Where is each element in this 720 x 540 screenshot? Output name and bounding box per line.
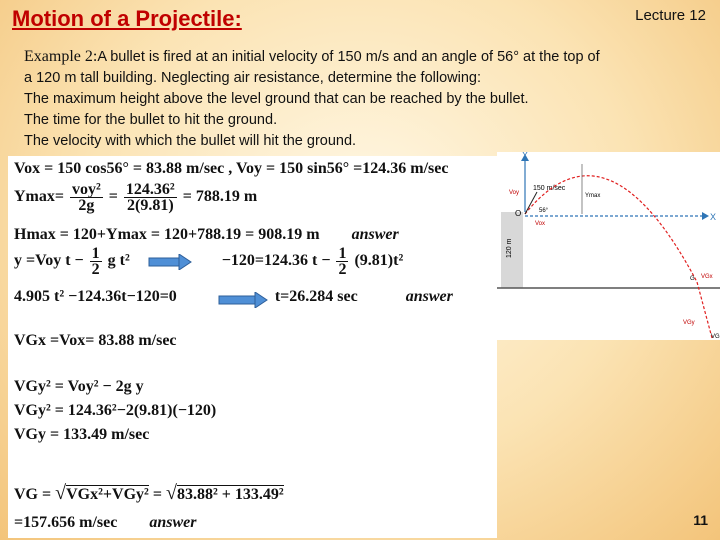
- solution-panel: [8, 156, 497, 538]
- eq-quadratic: 4.905 t² −124.36t−120=0 t=26.284 sec answer: [14, 288, 453, 305]
- eq-ymax-rhs: = 788.19 m: [182, 188, 258, 206]
- problem-statement: [24, 46, 704, 152]
- example-label: Example 2:: [24, 48, 98, 65]
- angle-label: 56°: [539, 208, 549, 214]
- eq-displacement: y =Voy t − $\frac{1}{2}$ g t² −120=124.36 t − $\frac{1}{2}$ (9.81)t²: [14, 245, 404, 278]
- problem-line-5: The velocity with which the bullet will hit the ground.: [24, 133, 357, 149]
- initial-velocity-vector: [525, 192, 537, 214]
- ymax-label: Ymax: [585, 193, 601, 199]
- problem-line-1: A bullet is fired at an initial velocity of 150 m/s and an angle of 56° at the top of: [97, 49, 600, 65]
- eq-vgy-result: VGy = 133.49 m/sec: [14, 426, 150, 443]
- voy-label: Voy: [509, 190, 520, 196]
- problem-line-3: The maximum height above the level ground that can be reached by the bullet.: [24, 91, 529, 107]
- eq-vgy-substitution: VGy² = 124.36²−2(9.81)(−120): [14, 402, 217, 419]
- eq-ymax-lhs: Ymax=: [14, 188, 64, 206]
- eq-vgy-formula: VGy² = Voy² − 2g y: [14, 378, 144, 395]
- speed-label: 150 m/sec: [533, 185, 566, 192]
- axis-y-label: Y: [522, 152, 529, 160]
- problem-line-2: a 120 m tall building. Neglecting air resistance, determine the following:: [24, 70, 481, 86]
- eq-vg-result: =157.656 m/sec answer: [14, 514, 197, 531]
- answer-label-2: answer: [405, 288, 453, 305]
- g-point-label: G: [690, 276, 695, 282]
- vgx-label: VGx: [701, 274, 713, 280]
- vox-label: Vox: [535, 221, 546, 227]
- height-label: 120 m: [506, 238, 513, 258]
- lecture-label: Lecture 12: [635, 7, 706, 24]
- vgy-label: VGy: [683, 320, 695, 326]
- arrow-icon: [218, 292, 268, 308]
- page-number: 11: [693, 512, 708, 528]
- half-frac-1: $\frac{1}{2}$: [91, 245, 100, 278]
- x-axis-arrow-icon: [702, 212, 709, 220]
- eq-ymax: Ymax= $\frac{\text{voy²}}{2g}$ = $\frac{\text{124.36²}}{2(9.81)}$ = 788.19 m: [14, 181, 258, 214]
- arrow-icon: [148, 254, 192, 270]
- answer-label-1: answer: [351, 226, 399, 243]
- eq-ymax-frac-2: $\frac{\text{124.36²}}{2(9.81)}$: [125, 181, 175, 214]
- eq-ymax-frac-1: $\frac{\text{voy²}}{2g}$: [72, 181, 101, 214]
- origin-label: O: [515, 209, 522, 218]
- problem-line-4: The time for the bullet to hit the ground.: [24, 112, 278, 128]
- projectile-diagram: [497, 152, 720, 340]
- trajectory-curve: [525, 176, 712, 338]
- eq-vgx: VGx =Vox= 83.88 m/sec: [14, 332, 177, 349]
- eq-hmax: Hmax = 120+Ymax = 120+788.19 = 908.19 m answer: [14, 226, 399, 243]
- answer-label-3: answer: [149, 514, 197, 531]
- eq-velocity-components: Vox = 150 cos56° = 83.88 m/sec , Voy = 150 sin56° =124.36 m/sec: [14, 160, 449, 177]
- eq-vg: VG = √VGx²+VGy² = √83.88² + 133.49²: [14, 482, 284, 504]
- half-frac-2: $\frac{1}{2}$: [338, 245, 347, 278]
- slide-title: Motion of a Projectile:: [12, 6, 242, 31]
- vg-label: VG: [711, 334, 720, 340]
- axis-x-label: X: [710, 212, 717, 222]
